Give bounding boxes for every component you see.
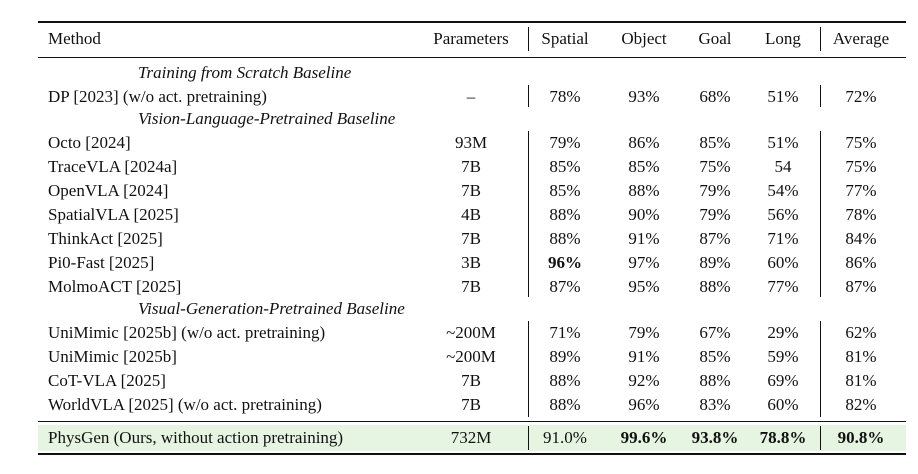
row-goal: 83% <box>699 395 731 414</box>
row-average: 78% <box>845 205 877 224</box>
row-spatial: 71% <box>549 323 581 342</box>
row-average: 86% <box>845 253 877 272</box>
row-goal: 89% <box>699 253 731 272</box>
table-row <box>38 321 906 345</box>
row-goal: 85% <box>699 347 731 366</box>
table-row <box>38 251 906 275</box>
row-object: 92% <box>628 371 660 390</box>
ours-rule <box>38 421 906 422</box>
row-long: 51% <box>767 87 799 106</box>
row-goal: 88% <box>699 371 731 390</box>
row-long: 29% <box>767 323 799 342</box>
table-row <box>38 345 906 369</box>
row-object: 90% <box>628 205 660 224</box>
row-object: 79% <box>628 323 660 342</box>
table-row <box>38 85 906 109</box>
row-object: 88% <box>628 181 660 200</box>
ours-average: 90.8% <box>837 428 885 447</box>
header-average: Average <box>832 29 890 48</box>
row-long: 60% <box>767 395 799 414</box>
row-average: 75% <box>845 157 877 176</box>
row-average: 81% <box>845 347 877 366</box>
bottom-rule <box>38 453 906 455</box>
vline-long-average <box>820 27 821 51</box>
row-method: SpatialVLA [2025] <box>48 205 179 224</box>
table-row <box>38 131 906 155</box>
row-goal: 75% <box>699 157 731 176</box>
row-method: DP [2023] (w/o act. pretraining) <box>48 87 267 106</box>
ours-method: PhysGen (Ours, without action pretraining) <box>48 428 344 447</box>
row-long: 60% <box>767 253 799 272</box>
row-params: 4B <box>461 205 481 224</box>
row-object: 96% <box>628 395 660 414</box>
row-method: OpenVLA [2024] <box>48 181 169 200</box>
vline-params-spatial <box>528 27 529 51</box>
row-average: 77% <box>845 181 877 200</box>
row-spatial: 85% <box>549 181 581 200</box>
row-params: 7B <box>461 371 481 390</box>
row-spatial: 79% <box>549 133 581 152</box>
header-method: Method <box>48 29 101 48</box>
row-spatial: 87% <box>549 277 581 296</box>
row-params: 7B <box>461 181 481 200</box>
row-spatial: 85% <box>549 157 581 176</box>
ours-params: 732M <box>450 428 492 447</box>
row-method: WorldVLA [2025] (w/o act. pretraining) <box>48 395 322 414</box>
row-average: 87% <box>845 277 877 296</box>
row-spatial: 88% <box>549 229 581 248</box>
header-row <box>38 27 906 51</box>
header-parameters: Parameters <box>433 29 509 48</box>
ours-goal: 93.8% <box>691 428 739 447</box>
row-method: ThinkAct [2025] <box>48 229 163 248</box>
ours-long: 78.8% <box>759 428 807 447</box>
row-params: 93M <box>454 133 488 152</box>
row-long: 71% <box>767 229 799 248</box>
row-spatial: 78% <box>549 87 581 106</box>
section-label: Vision-Language-Pretrained Baseline <box>138 109 396 128</box>
ours-object: 99.6% <box>620 428 668 447</box>
vline-params-spatial <box>528 426 529 450</box>
row-goal: 79% <box>699 181 731 200</box>
section-label: Training from Scratch Baseline <box>138 63 352 82</box>
row-params: 3B <box>461 253 481 272</box>
table-row <box>38 179 906 203</box>
row-goal: 67% <box>699 323 731 342</box>
header-goal: Goal <box>698 29 732 48</box>
row-long: 69% <box>767 371 799 390</box>
row-params: 7B <box>461 395 481 414</box>
row-params: ~200M <box>446 323 496 342</box>
ours-spatial: 91.0% <box>543 428 587 447</box>
row-long: 59% <box>767 347 799 366</box>
row-long: 56% <box>767 205 799 224</box>
row-average: 62% <box>845 323 877 342</box>
row-average: 84% <box>845 229 877 248</box>
row-method: Octo [2024] <box>48 133 131 152</box>
row-method: TraceVLA [2024a] <box>48 157 178 176</box>
row-long: 54 <box>774 157 792 176</box>
header-long: Long <box>765 29 801 48</box>
section-label: Visual-Generation-Pretrained Baseline <box>138 299 405 318</box>
row-long: 54% <box>767 181 799 200</box>
row-spatial: 89% <box>549 347 581 366</box>
row-spatial: 88% <box>549 371 581 390</box>
table-row <box>38 155 906 179</box>
row-object: 95% <box>628 277 660 296</box>
row-params: 7B <box>461 229 481 248</box>
row-object: 97% <box>628 253 660 272</box>
table-row <box>38 275 906 299</box>
row-object: 86% <box>628 133 660 152</box>
row-object: 91% <box>628 229 660 248</box>
vline-long-average <box>820 426 821 450</box>
row-params: 7B <box>461 277 481 296</box>
row-average: 75% <box>845 133 877 152</box>
row-params: – <box>466 87 476 106</box>
row-average: 72% <box>845 87 877 106</box>
row-method: UniMimic [2025b] (w/o act. pretraining) <box>48 323 326 342</box>
section-row <box>38 61 906 85</box>
row-goal: 85% <box>699 133 731 152</box>
header-rule <box>38 57 906 58</box>
row-average: 81% <box>845 371 877 390</box>
row-spatial: 96% <box>548 253 582 272</box>
row-goal: 88% <box>699 277 731 296</box>
header-spatial: Spatial <box>541 29 589 48</box>
table-row <box>38 227 906 251</box>
row-method: MolmoACT [2025] <box>48 277 182 296</box>
row-goal: 79% <box>699 205 731 224</box>
row-method: CoT-VLA [2025] <box>48 371 166 390</box>
table-row <box>38 393 906 417</box>
row-spatial: 88% <box>549 395 581 414</box>
row-goal: 68% <box>699 87 731 106</box>
row-goal: 87% <box>699 229 731 248</box>
row-object: 91% <box>628 347 660 366</box>
row-long: 77% <box>767 277 799 296</box>
top-rule <box>38 21 906 23</box>
table-row <box>38 369 906 393</box>
row-spatial: 88% <box>549 205 581 224</box>
row-params: 7B <box>461 157 481 176</box>
row-average: 82% <box>845 395 877 414</box>
row-params: ~200M <box>446 347 496 366</box>
row-method: Pi0-Fast [2025] <box>48 253 155 272</box>
row-object: 93% <box>628 87 660 106</box>
table-row <box>38 203 906 227</box>
row-method: UniMimic [2025b] <box>48 347 177 366</box>
ours-row <box>38 425 906 451</box>
row-long: 51% <box>767 133 799 152</box>
header-object: Object <box>621 29 667 48</box>
section-row <box>38 297 906 321</box>
row-object: 85% <box>628 157 660 176</box>
section-row <box>38 107 906 131</box>
